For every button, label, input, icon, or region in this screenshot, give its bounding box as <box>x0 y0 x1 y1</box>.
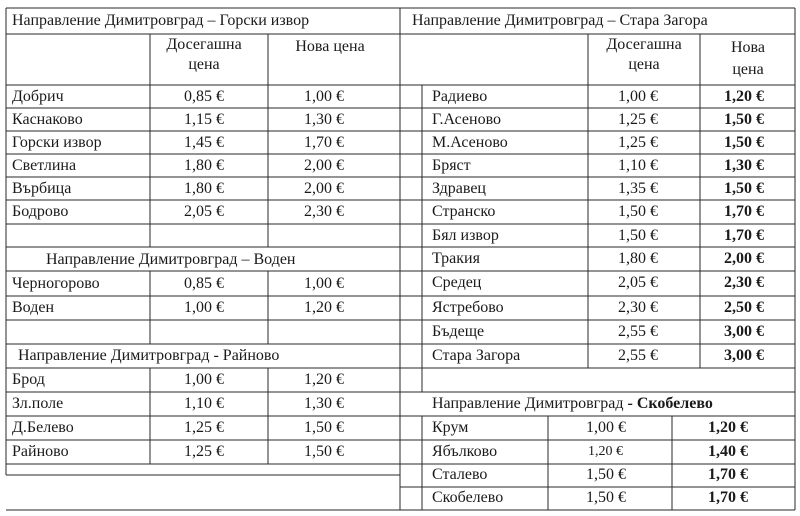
gorski-row-old: 2,05 € <box>184 203 224 220</box>
skobelevo-row-name: Сталево <box>432 466 488 483</box>
gorski-row-name: Горски извор <box>12 134 102 151</box>
gorski-row-new: 2,00 € <box>304 157 344 174</box>
gorski-col-old-header: Досегашна цена <box>166 35 242 73</box>
stara-title <box>412 13 708 29</box>
skobelevo-title-prefix: Направление Димитровград <box>432 395 628 412</box>
gorski-row-old: 1,80 € <box>184 180 224 197</box>
stara-row-new: 1,20 € <box>724 88 764 105</box>
skobelevo-row-name: Ябълково <box>432 443 498 460</box>
stara-row-new: 1,70 € <box>724 203 764 220</box>
raynovo-row-old: 1,25 € <box>184 419 224 436</box>
raynovo-row-new: 1,30 € <box>304 395 344 412</box>
stara-row-name: Г.Асеново <box>432 111 502 128</box>
stara-row-old: 1,50 € <box>618 227 658 244</box>
stara-row-name: Здравец <box>432 180 486 197</box>
skobelevo-row-name: Крум <box>432 419 469 436</box>
stara-row-new: 1,50 € <box>724 111 764 128</box>
stara-row-new: 2,00 € <box>724 250 764 267</box>
raynovo-row-name: Райново <box>12 443 69 460</box>
gorski-row-old: 1,45 € <box>184 134 224 151</box>
gorski-row-name: Светлина <box>12 157 77 174</box>
stara-row-name: Бял извор <box>432 227 499 244</box>
stara-col-new-header-line1: Нова <box>731 39 765 56</box>
gorski-row-name: Върбица <box>12 180 72 197</box>
raynovo-row-name: Брод <box>12 371 45 388</box>
stara-row-new: 3,00 € <box>724 347 764 364</box>
voden-row-name: Воден <box>12 299 55 316</box>
stara-row-name: Бъдеще <box>432 323 485 340</box>
skobelevo-row-new: 1,40 € <box>708 443 748 460</box>
skobelevo-row-new: 1,20 € <box>708 419 748 436</box>
gorski-row-old: 0,85 € <box>184 88 224 105</box>
gorski-row-old: 1,80 € <box>184 157 224 174</box>
gorski-row-new: 2,30 € <box>304 203 344 220</box>
raynovo-row-new: 1,50 € <box>304 443 344 460</box>
stara-row-name: Странско <box>432 203 496 220</box>
stara-col-new-header-line2: цена <box>732 61 764 78</box>
stara-row-new: 1,50 € <box>724 180 764 197</box>
stara-row-name: Стара Загора <box>432 347 521 364</box>
stara-row-new: 1,30 € <box>724 157 764 174</box>
voden-title: Направление Димитровград – Воден <box>46 251 296 268</box>
stara-row-old: 1,00 € <box>618 88 658 105</box>
skobelevo-row-name: Скобелево <box>432 489 504 506</box>
skobelevo-row-old: 1,50 € <box>586 489 626 506</box>
raynovo-row-old: 1,10 € <box>184 395 224 412</box>
raynovo-row-name: Д.Белево <box>12 419 74 436</box>
raynovo-title: Направление Димитровград - Райново <box>18 347 280 364</box>
stara-row-old: 1,10 € <box>618 157 658 174</box>
voden-row-new: 1,00 € <box>304 275 344 292</box>
voden-row-old: 1,00 € <box>184 299 224 316</box>
stara-row-old: 1,50 € <box>618 203 658 220</box>
skobelevo-title <box>432 396 713 412</box>
raynovo-row-new: 1,20 € <box>304 371 344 388</box>
raynovo-row-name: Зл.поле <box>12 395 64 412</box>
stara-row-name: Средец <box>432 274 482 291</box>
gorski-row-name: Бодрово <box>12 203 69 220</box>
gorski-row-new: 1,70 € <box>304 134 344 151</box>
stara-row-old: 2,30 € <box>618 299 658 316</box>
stara-row-old: 2,05 € <box>618 274 658 291</box>
gorski-row-new: 2,00 € <box>304 180 344 197</box>
stara-row-name: Ястребово <box>432 299 504 316</box>
gorski-row-new: 1,00 € <box>304 88 344 105</box>
gorski-row-old: 1,15 € <box>184 111 224 128</box>
skobelevo-row-new: 1,70 € <box>708 489 748 506</box>
stara-row-new: 1,50 € <box>724 134 764 151</box>
voden-row-old: 0,85 € <box>184 275 224 292</box>
gorski-col-new-header: Нова цена <box>295 38 365 55</box>
stara-row-old: 1,80 € <box>618 250 658 267</box>
gorski-title: Направление Димитровград – Горски извор <box>12 12 310 29</box>
stara-row-old: 2,55 € <box>618 323 658 340</box>
skobelevo-row-new: 1,70 € <box>708 466 748 483</box>
stara-row-new: 2,50 € <box>724 299 764 316</box>
stara-row-old: 1,25 € <box>618 134 658 151</box>
gorski-row-name: Каснаково <box>12 111 83 128</box>
stara-row-name: М.Асеново <box>432 134 508 151</box>
skobelevo-row-old: 1,00 € <box>586 419 626 436</box>
raynovo-row-old: 1,00 € <box>184 371 224 388</box>
raynovo-row-old: 1,25 € <box>184 443 224 460</box>
stara-title-destination: Стара Загора <box>619 12 708 29</box>
voden-row-new: 1,20 € <box>304 299 344 316</box>
stara-col-old-header: Досегашна цена <box>606 35 682 73</box>
stara-row-new: 2,30 € <box>724 274 764 291</box>
stara-row-old: 2,55 € <box>618 347 658 364</box>
stara-row-old: 1,25 € <box>618 111 658 128</box>
stara-row-old: 1,35 € <box>618 180 658 197</box>
skobelevo-row-old: 1,50 € <box>586 466 626 483</box>
gorski-row-new: 1,30 € <box>304 111 344 128</box>
stara-row-new: 1,70 € <box>724 227 764 244</box>
raynovo-row-new: 1,50 € <box>304 419 344 436</box>
stara-row-name: Бряст <box>432 157 471 174</box>
gorski-row-name: Добрич <box>12 88 64 105</box>
stara-row-name: Радиево <box>432 88 488 105</box>
stara-row-name: Тракия <box>432 250 480 267</box>
skobelevo-title-destination: - Скобелево <box>627 395 713 412</box>
stara-title-prefix: Направление Димитровград – <box>412 12 620 29</box>
voden-row-name: Черногорово <box>12 275 100 292</box>
stara-row-new: 3,00 € <box>724 323 764 340</box>
skobelevo-row-old: 1,20 € <box>588 444 623 459</box>
